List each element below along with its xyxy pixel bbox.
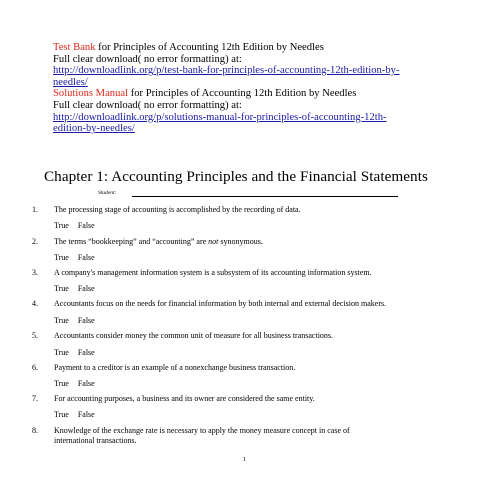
- question-text: Payment to a creditor is an example of a nonexchange business transaction.: [54, 363, 296, 372]
- true-false-1: [54, 221, 95, 230]
- false-option[interactable]: False: [77, 379, 95, 388]
- question-number: 3.: [32, 268, 38, 277]
- true-option[interactable]: True: [54, 316, 69, 325]
- question-text: Accountants focus on the needs for financial information by both internal and external decision makers.: [54, 299, 387, 308]
- true-option[interactable]: True: [54, 284, 69, 293]
- false-option[interactable]: False: [77, 284, 95, 293]
- question-text-line: Knowledge of the exchange rate is necessary to apply the money measure concept in case of: [54, 426, 350, 435]
- chapter-title: Chapter 1: Accounting Principles and the Financial Statements: [44, 168, 428, 185]
- true-false-2: [54, 253, 95, 262]
- question-text-part: synonymous.: [218, 237, 263, 246]
- true-option[interactable]: True: [54, 253, 69, 262]
- download-note-2: Full clear download( no error formatting) at:: [53, 99, 242, 111]
- question-text-part: The terms “bookkeeping” and “accounting” are: [54, 237, 209, 246]
- test-bank-link-cont[interactable]: needles/: [53, 76, 88, 88]
- question-text: [54, 426, 484, 445]
- question-text: Accountants consider money the common unit of measure for all business transactions.: [54, 331, 334, 340]
- true-false-3: [54, 284, 95, 293]
- question-number: 5.: [32, 331, 38, 340]
- false-option[interactable]: False: [77, 221, 95, 230]
- question-text: A company's management information system is a subsystem of its accounting information system.: [54, 268, 372, 277]
- question-number: 1.: [32, 205, 38, 214]
- page-number: 1: [243, 456, 247, 463]
- test-bank-link[interactable]: http://downloadlink.org/p/test-bank-for-principles-of-accounting-12th-edition-by-: [53, 65, 400, 77]
- solutions-manual-link-cont[interactable]: edition-by-needles/: [53, 123, 135, 135]
- false-option[interactable]: False: [77, 253, 95, 262]
- solutions-manual-title: for Principles of Accounting 12th Edition by Needles: [128, 88, 357, 100]
- test-bank-line: [53, 42, 473, 54]
- true-false-7: [54, 410, 95, 419]
- true-false-4: [54, 316, 95, 325]
- student-name-line[interactable]: [132, 196, 398, 197]
- solutions-manual-link[interactable]: http://downloadlink.org/p/solutions-manual-for-principles-of-accounting-12th-: [53, 111, 387, 123]
- true-option[interactable]: True: [54, 348, 69, 357]
- test-bank-label: Test Bank: [53, 42, 96, 53]
- question-number: 6.: [32, 363, 38, 372]
- test-bank-title: for Principles of Accounting 12th Edition by Needles: [95, 42, 324, 53]
- question-text: [54, 237, 484, 247]
- true-option[interactable]: True: [54, 379, 69, 388]
- question-text: The processing stage of accounting is accomplished by the recording of data.: [54, 205, 301, 214]
- question-number: 2.: [32, 237, 38, 246]
- solutions-manual-line: [53, 88, 473, 100]
- download-note-1: Full clear download( no error formatting) at:: [53, 53, 242, 65]
- question-number: 4.: [32, 299, 38, 308]
- question-text-emphasis: not: [208, 237, 219, 246]
- true-false-5: [54, 348, 95, 357]
- true-option[interactable]: True: [54, 221, 69, 230]
- solutions-manual-label: Solutions Manual: [53, 88, 129, 100]
- true-option[interactable]: True: [54, 410, 69, 419]
- download-header: [53, 42, 473, 135]
- question-text: For accounting purposes, a business and its owner are considered the same entity.: [54, 394, 315, 403]
- question-number: 8.: [32, 426, 38, 435]
- false-option[interactable]: False: [77, 316, 95, 325]
- question-text-line: international transactions.: [54, 435, 137, 445]
- false-option[interactable]: False: [77, 410, 95, 419]
- true-false-6: [54, 379, 95, 388]
- student-label: Student:: [98, 190, 117, 196]
- false-option[interactable]: False: [77, 348, 95, 357]
- question-number: 7.: [32, 394, 38, 403]
